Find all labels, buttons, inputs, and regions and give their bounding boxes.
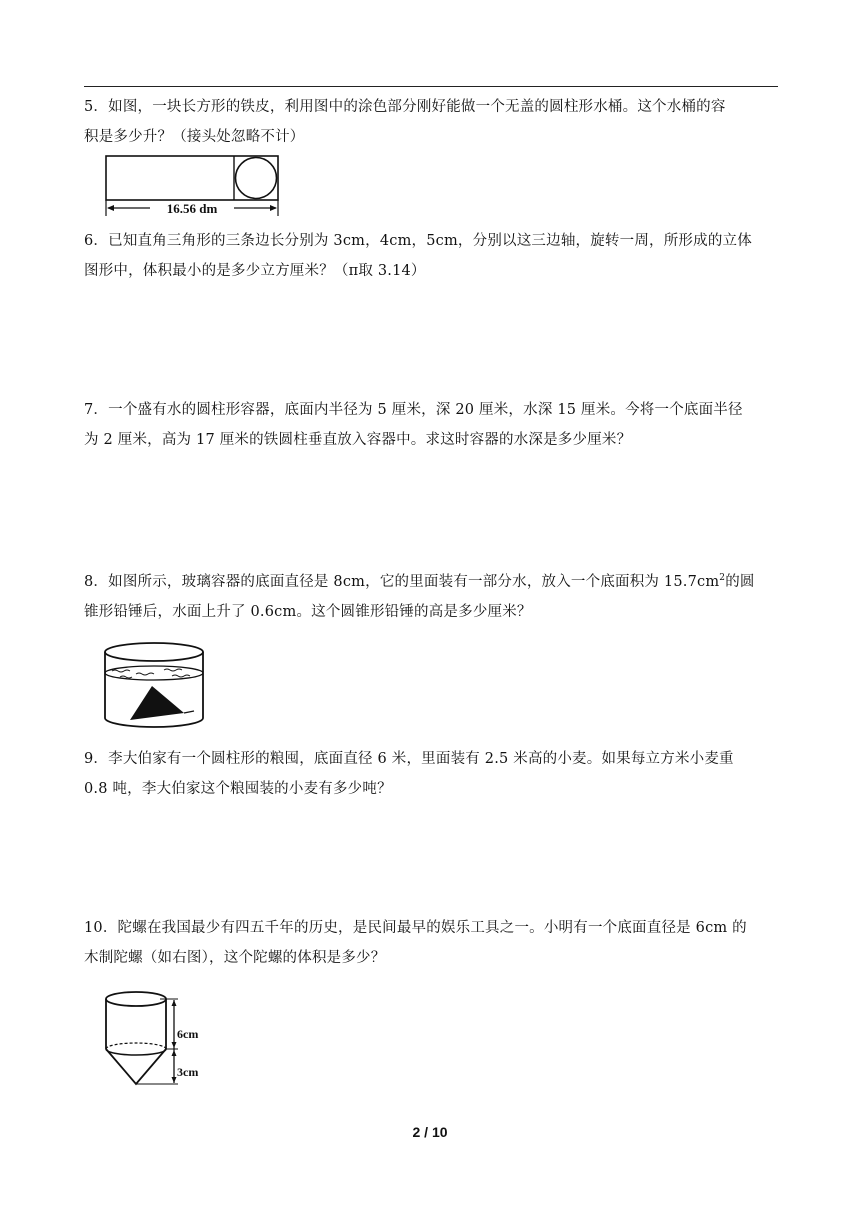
q10-label-6cm: 6cm bbox=[177, 1027, 199, 1041]
header-rule bbox=[84, 86, 778, 87]
question-7 bbox=[84, 395, 778, 455]
question-9-line-1: 9．李大伯家有一个圆柱形的粮囤，底面直径 6 米，里面装有 2.5 米高的小麦。如果每立方米小麦重 bbox=[84, 751, 734, 767]
q10-label-3cm: 3cm bbox=[177, 1065, 199, 1079]
question-9-line-2: 0.8 吨，李大伯家这个粮囤装的小麦有多少吨？ bbox=[84, 781, 392, 797]
q10-top-figure bbox=[100, 988, 210, 1092]
q10-arrow-bottom bbox=[172, 1077, 177, 1083]
q5-dimension-label: 16.56 dm bbox=[166, 201, 218, 216]
q10-arrow-mid-up bbox=[172, 1042, 177, 1048]
question-8-line-1 bbox=[84, 563, 778, 597]
question-5 bbox=[84, 92, 778, 152]
question-8-superscript: 2 bbox=[719, 573, 726, 583]
q10-cylinder-top bbox=[106, 992, 166, 1006]
q8-cone-edge bbox=[184, 711, 194, 713]
q8-water-surface bbox=[105, 666, 203, 680]
q8-cone-weight bbox=[130, 686, 184, 720]
question-6-line-1: 6．已知直角三角形的三条边长分别为 3cm，4cm，5cm，分别以这三边轴，旋转一周，所形成的立体 bbox=[84, 233, 752, 249]
q10-arrow-mid-down bbox=[172, 1050, 177, 1056]
q8-container-top bbox=[105, 643, 203, 661]
q5-circle bbox=[236, 158, 277, 199]
question-10 bbox=[84, 913, 778, 973]
question-5-line-1: 5．如图，一块长方形的铁皮，利用图中的涂色部分刚好能做一个无盖的圆柱形水桶。这个水桶的容 bbox=[84, 99, 726, 115]
q8-container-bottom bbox=[105, 718, 203, 727]
question-7-line-2: 为 2 厘米，高为 17 厘米的铁圆柱垂直放入容器中。求这时容器的水深是多少厘米？ bbox=[84, 432, 632, 448]
q8-container-figure bbox=[100, 640, 210, 730]
q5-sheet-figure bbox=[100, 152, 285, 218]
q10-cylinder-bottom-back bbox=[106, 1043, 166, 1049]
question-5-line-2: 积是多少升？（接头处忽略不计） bbox=[84, 129, 305, 145]
question-6 bbox=[84, 226, 778, 286]
q5-rectangle bbox=[106, 156, 278, 200]
question-8-line-1a: 8．如图所示，玻璃容器的底面直径是 8cm，它的里面装有一部分水，放入一个底面积为 15.7cm bbox=[84, 573, 720, 590]
q5-arrowhead-left bbox=[107, 205, 114, 211]
question-8 bbox=[84, 563, 778, 627]
q5-arrowhead-right bbox=[270, 205, 277, 211]
q10-arrow-top bbox=[172, 1000, 177, 1006]
question-6-line-2: 图形中，体积最小的是多少立方厘米？（π取 3.14） bbox=[84, 263, 426, 279]
question-8-line-1b: 的圆 bbox=[725, 573, 755, 590]
question-10-line-2: 木制陀螺（如右图），这个陀螺的体积是多少？ bbox=[84, 950, 386, 966]
question-7-line-1: 7．一个盛有水的圆柱形容器，底面内半径为 5 厘米，深 20 厘米，水深 15 厘米。今将一个底面半径 bbox=[84, 402, 743, 418]
question-10-line-1: 10．陀螺在我国最少有四五千年的历史，是民间最早的娱乐工具之一。小明有一个底面直径是 6cm 的 bbox=[84, 920, 747, 936]
q8-water-ripples bbox=[112, 669, 190, 678]
question-8-line-2: 锥形铅锤后，水面上升了 0.6cm。这个圆锥形铅锤的高是多少厘米？ bbox=[84, 603, 532, 620]
page-number: 2 / 10 bbox=[412, 1124, 448, 1140]
question-9 bbox=[84, 744, 778, 804]
q10-cylinder-bottom-front bbox=[106, 1049, 166, 1055]
